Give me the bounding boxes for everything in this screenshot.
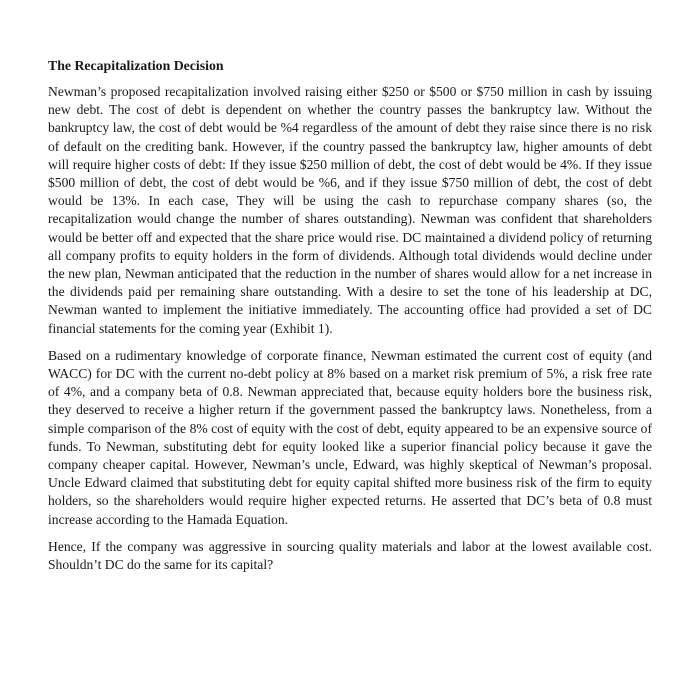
document-page — [48, 57, 652, 583]
document-title: The Recapitalization Decision — [48, 58, 224, 73]
paragraph-recapitalization-plan: Newman’s proposed recapitalization involved raising either $250 or $500 or $750 million in cash by issuing new debt. The cost of debt is dependent on whether the country passes the bankruptcy law. Without the bankruptcy law, the cost of debt would be %4 regardless of the amount of debt they raise since there is no risk of default on the crediting bank. However, if the country passed the bankruptcy law, higher amounts of debt will require higher costs of debt: If they issue $250 million of debt, the cost of debt would be 4%. If they issue $500 million of debt, the cost of debt would be %6, and if they issue $750 million of debt, the cost of debt would be 13%. In each case, They will be using the cash to repurchase company shares (so, the recapitalization would change the number of shares outstanding). Newman was confident that shareholders would be better off and expected that the share price would rise. DC maintained a dividend policy of returning all company profits to equity holders in the form of dividends. Although total dividends would decline under the new plan, Newman anticipated that the reduction in the number of shares would allow for a net increase in the dividends paid per remaining share outstanding. With a desire to set the tone of his leadership at DC, Newman wanted to implement the initiative immediately. The accounting office had provided a set of DC financial statements for the coming year (Exhibit 1). — [48, 84, 652, 336]
paragraph-conclusion-question: Hence, If the company was aggressive in sourcing quality materials and labor at the lowest available cost. Shouldn’t DC do the same for its capital? — [48, 538, 652, 573]
paragraph-cost-of-equity: Based on a rudimentary knowledge of corporate finance, Newman estimated the current cost of equity (and WACC) for DC with the current no-debt policy at 8% based on a market risk premium of 5%, a risk free rate of 4%, and a company beta of 0.8. Newman appreciated that, because equity holders bore the business risk, they deserved to receive a higher return if the government passed the bankruptcy laws. Nonetheless, from a simple comparison of the 8% cost of equity with the cost of debt, equity appeared to be an expensive source of funds. To Newman, substituting debt for equity looked like a superior financial policy because it gave the company cheaper capital. However, Newman’s uncle, Edward, was highly skeptical of Newman’s proposal. Uncle Edward claimed that substituting debt for equity capital shifted more business risk of the firm to equity holders, so the shareholders would require higher expected returns. He asserted that DC’s beta of 0.8 must increase according to the Hamada Equation. — [48, 347, 652, 527]
